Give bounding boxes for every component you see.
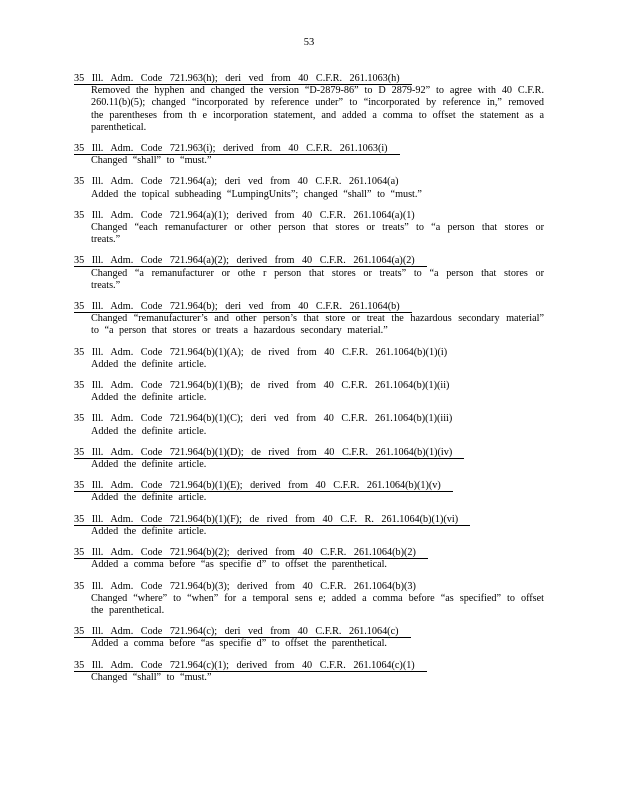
entry-citation: 35 Ill. Adm. Code 721.964(a)(1); derived from 40 C.F.R. 261.1064(a)(1) [74, 209, 415, 221]
entry [74, 660, 544, 684]
entry-citation: 35 Ill. Adm. Code 721.964(b)(2); derived from 40 C.F.R. 261.1064(b)(2) [74, 547, 428, 559]
entry [74, 176, 544, 200]
entry-citation: 35 Ill. Adm. Code 721.964(b)(1)(A); de rived from 40 C.F.R. 261.1064(b)(1)(i) [74, 346, 448, 358]
entry [74, 347, 544, 371]
entry-note: Added the definite article. [91, 392, 207, 404]
entry-citation: 35 Ill. Adm. Code 721.964(b)(1)(C); deri ved from 40 C.F.R. 261.1064(b)(1)(iii) [74, 413, 453, 425]
entry [74, 255, 544, 292]
entry-citation: 35 Ill. Adm. Code 721.964(c); deri ved from 40 C.F.R. 261.1064(c) [74, 626, 411, 638]
entry-note: Added the definite article. [91, 525, 207, 537]
entry-citation: 35 Ill. Adm. Code 721.963(i); derived from 40 C.F.R. 261.1063(i) [74, 143, 400, 155]
entry [74, 581, 544, 618]
entries-list [74, 73, 544, 693]
entry-citation: 35 Ill. Adm. Code 721.964(a); deri ved from 40 C.F.R. 261.1064(a) [74, 176, 399, 188]
entry [74, 73, 544, 134]
entry-note: Changed “a remanufacturer or othe r person that stores or treats” to “a person that stores or treats.” [91, 267, 544, 291]
entry [74, 413, 544, 437]
page-number: 53 [303, 37, 315, 48]
entry-note: Added a comma before “as specifie d” to offset the parenthetical. [91, 638, 387, 650]
entry-note: Added the definite article. [91, 492, 207, 504]
entry [74, 447, 544, 471]
entry-citation: 35 Ill. Adm. Code 721.964(b); deri ved from 40 C.F.R. 261.1064(b) [74, 301, 412, 313]
entry-note: Added the topical subheading “LumpingUnits”; changed “shall” to “must.” [91, 188, 422, 200]
entry-note: Changed “shall” to “must.” [91, 671, 212, 683]
entry-note: Added the definite article. [91, 459, 207, 471]
entry [74, 143, 544, 167]
entry-citation: 35 Ill. Adm. Code 721.964(b)(1)(D); de rived from 40 C.F.R. 261.1064(b)(1)(iv) [74, 447, 464, 459]
entry-citation: 35 Ill. Adm. Code 721.964(c)(1); derived from 40 C.F.R. 261.1064(c)(1) [74, 660, 427, 672]
entry-note: Changed “where” to “when” for a temporal sens e; added a comma before “as specified” to offset the parenthetical. [91, 592, 544, 616]
entry-note: Added the definite article. [91, 358, 207, 370]
entry-citation: 35 Ill. Adm. Code 721.964(b)(1)(E); derived from 40 C.F.R. 261.1064(b)(1)(v) [74, 480, 453, 492]
entry-note: Removed the hyphen and changed the version “D-2879-86” to D 2879-92” to agree with 40 C.F.R. 260.11(b)(5); changed “incorporated by reference under” to “incorporated by reference in,” removed the parentheses from th e incorporation statement, and added a comma to offset the statement as a parenthetical. [91, 85, 544, 133]
entry-note: Changed “remanufacturer’s and other person’s that store or treat the hazardous secondary material” to “a person that stores or treats a hazardous secondary material.” [91, 313, 544, 337]
entry-citation: 35 Ill. Adm. Code 721.964(b)(3); derived from 40 C.F.R. 261.1064(b)(3) [74, 580, 416, 592]
entry [74, 480, 544, 504]
entry-note: Added a comma before “as specifie d” to offset the parenthetical. [91, 559, 387, 571]
entry [74, 626, 544, 650]
entry-citation: 35 Ill. Adm. Code 721.964(b)(1)(B); de rived from 40 C.F.R. 261.1064(b)(1)(ii) [74, 380, 450, 392]
entry-note: Changed “shall” to “must.” [91, 155, 212, 167]
entry-citation: 35 Ill. Adm. Code 721.964(a)(2); derived from 40 C.F.R. 261.1064(a)(2) [74, 255, 427, 267]
entry [74, 514, 544, 538]
entry-note: Added the definite article. [91, 425, 207, 437]
entry [74, 210, 544, 247]
entry [74, 380, 544, 404]
entry-note: Changed “each remanufacturer or other person that stores or treats” to “a person that stores or treats.” [91, 222, 544, 246]
entry-citation: 35 Ill. Adm. Code 721.963(h); deri ved from 40 C.F.R. 261.1063(h) [74, 73, 412, 85]
entry [74, 547, 544, 571]
entry [74, 301, 544, 338]
entry-citation: 35 Ill. Adm. Code 721.964(b)(1)(F); de rived from 40 C.F. R. 261.1064(b)(1)(vi) [74, 514, 470, 526]
